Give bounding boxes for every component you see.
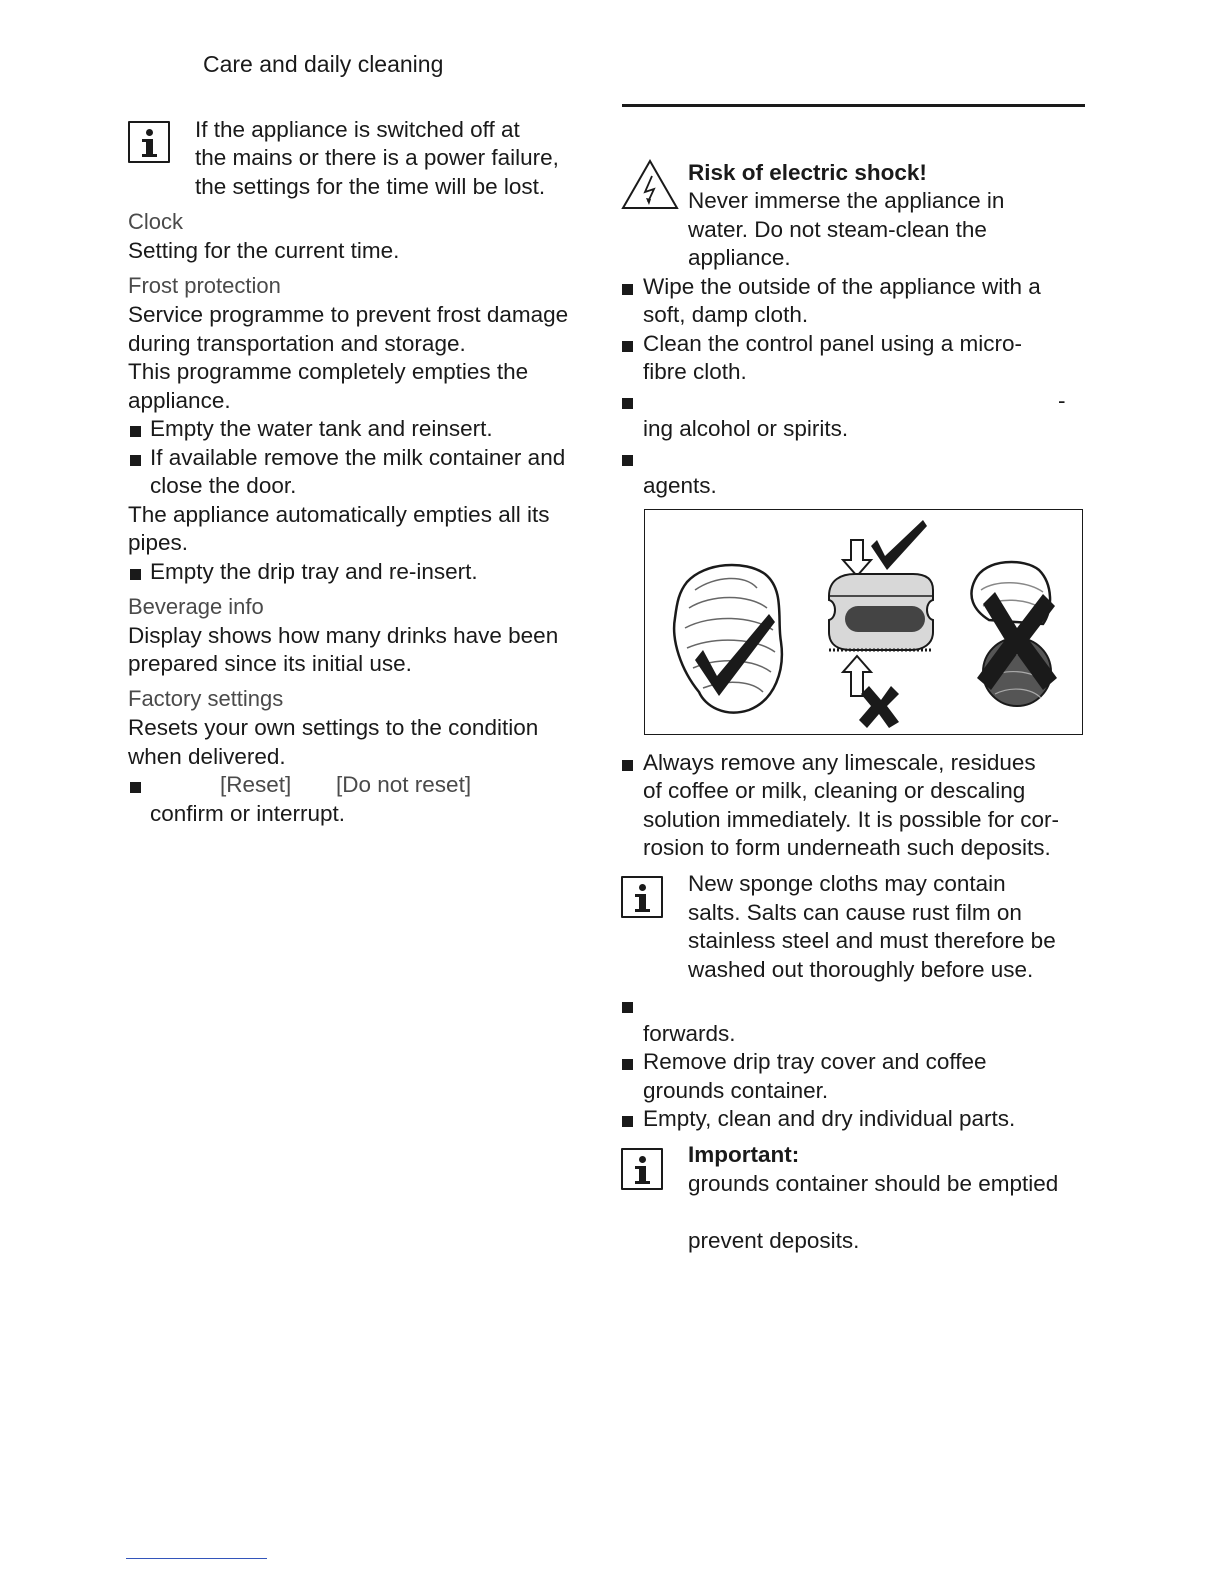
steel-wool-icon <box>971 562 1057 706</box>
sponge-note: New sponge cloths may contain <box>688 871 1006 896</box>
bullet-icon <box>622 1059 633 1070</box>
frost-text: appliance. <box>128 388 231 413</box>
warning-text: water. Do not steam-clean the <box>688 217 987 242</box>
do-not-reset-option: [Do not reset] <box>336 772 472 797</box>
frost-text: The appliance automatically empties all its <box>128 502 550 527</box>
warning-title: Risk of electric shock! <box>688 160 927 185</box>
cleaning-illustration <box>644 509 1083 735</box>
cleaning-bullet: Clean the control panel using a micro- <box>643 331 1022 356</box>
limescale-text: rosion to form underneath such deposits. <box>643 835 1051 860</box>
page-header: Care and daily cleaning <box>203 51 444 77</box>
cleaning-bullet: grounds container. <box>643 1078 829 1103</box>
sponge-note: washed out thoroughly before use. <box>688 957 1034 982</box>
warning-icon <box>620 158 680 210</box>
info-icon <box>621 1148 663 1190</box>
bullet-icon <box>130 569 141 580</box>
bullet-icon <box>130 455 141 466</box>
frost-bullet: Empty the water tank and reinsert. <box>150 416 493 441</box>
important-title: Important: <box>688 1142 800 1167</box>
bullet-icon <box>130 782 141 793</box>
beverage-heading: Beverage info <box>128 594 264 619</box>
bullet-icon <box>622 398 633 409</box>
beverage-text: Display shows how many drinks have been <box>128 623 559 648</box>
sponge-note: salts. Salts can cause rust film on <box>688 900 1022 925</box>
hyphen-mark: - <box>1058 388 1066 413</box>
factory-text: when delivered. <box>128 744 286 769</box>
cloth-icon <box>674 565 782 713</box>
bullet-icon <box>622 341 633 352</box>
bullet-icon <box>130 426 141 437</box>
factory-text: Resets your own settings to the condition <box>128 715 539 740</box>
important-text: prevent deposits. <box>688 1228 860 1253</box>
clock-text: Setting for the current time. <box>128 238 400 263</box>
bullet-icon <box>622 1116 633 1127</box>
frost-bullet: close the door. <box>150 473 297 498</box>
cleaning-bullet: ing alcohol or spirits. <box>643 416 849 441</box>
bullet-icon <box>622 284 633 295</box>
limescale-text: solution immediately. It is possible for cor- <box>643 807 1059 832</box>
limescale-text: Always remove any limescale, residues <box>643 750 1036 775</box>
info-icon <box>621 876 663 918</box>
frost-text: Service programme to prevent frost damage <box>128 302 569 327</box>
cleaning-bullet: fibre cloth. <box>643 359 747 384</box>
cleaning-bullet: soft, damp cloth. <box>643 302 809 327</box>
cleaning-bullet: forwards. <box>643 1021 736 1046</box>
important-text: grounds container should be emptied <box>688 1171 1059 1196</box>
cleaning-bullet: agents. <box>643 473 717 498</box>
bullet-icon <box>622 760 633 771</box>
limescale-text: of coffee or milk, cleaning or descaling <box>643 778 1026 803</box>
bullet-icon <box>622 1002 633 1013</box>
beverage-text: prepared since its initial use. <box>128 651 412 676</box>
frost-bullet: If available remove the milk container and <box>150 445 566 470</box>
sponge-note: stainless steel and must therefore be <box>688 928 1056 953</box>
bullet-icon <box>622 455 633 466</box>
info-text-line: If the appliance is switched off at <box>195 117 520 142</box>
frost-text: during transportation and storage. <box>128 331 466 356</box>
factory-heading: Factory settings <box>128 686 284 711</box>
frost-text: This programme completely empties the <box>128 359 529 384</box>
info-icon <box>128 121 170 163</box>
info-text-line: the mains or there is a power failure, <box>195 145 559 170</box>
section-rule <box>622 104 1085 107</box>
frost-text: pipes. <box>128 530 189 555</box>
frost-heading: Frost protection <box>128 273 281 298</box>
cleaning-bullet: Remove drip tray cover and coffee <box>643 1049 987 1074</box>
footer-rule <box>126 1558 267 1559</box>
frost-bullet: Empty the drip tray and re-insert. <box>150 559 478 584</box>
info-text-line: the settings for the time will be lost. <box>195 174 546 199</box>
sponge-icon <box>829 520 933 728</box>
cleaning-bullet: Wipe the outside of the appliance with a <box>643 274 1041 299</box>
warning-text: Never immerse the appliance in <box>688 188 1005 213</box>
reset-option: [Reset] <box>220 772 292 797</box>
warning-text: appliance. <box>688 245 791 270</box>
cleaning-bullet: Empty, clean and dry individual parts. <box>643 1106 1016 1131</box>
factory-text: confirm or interrupt. <box>150 801 346 826</box>
clock-heading: Clock <box>128 209 184 234</box>
